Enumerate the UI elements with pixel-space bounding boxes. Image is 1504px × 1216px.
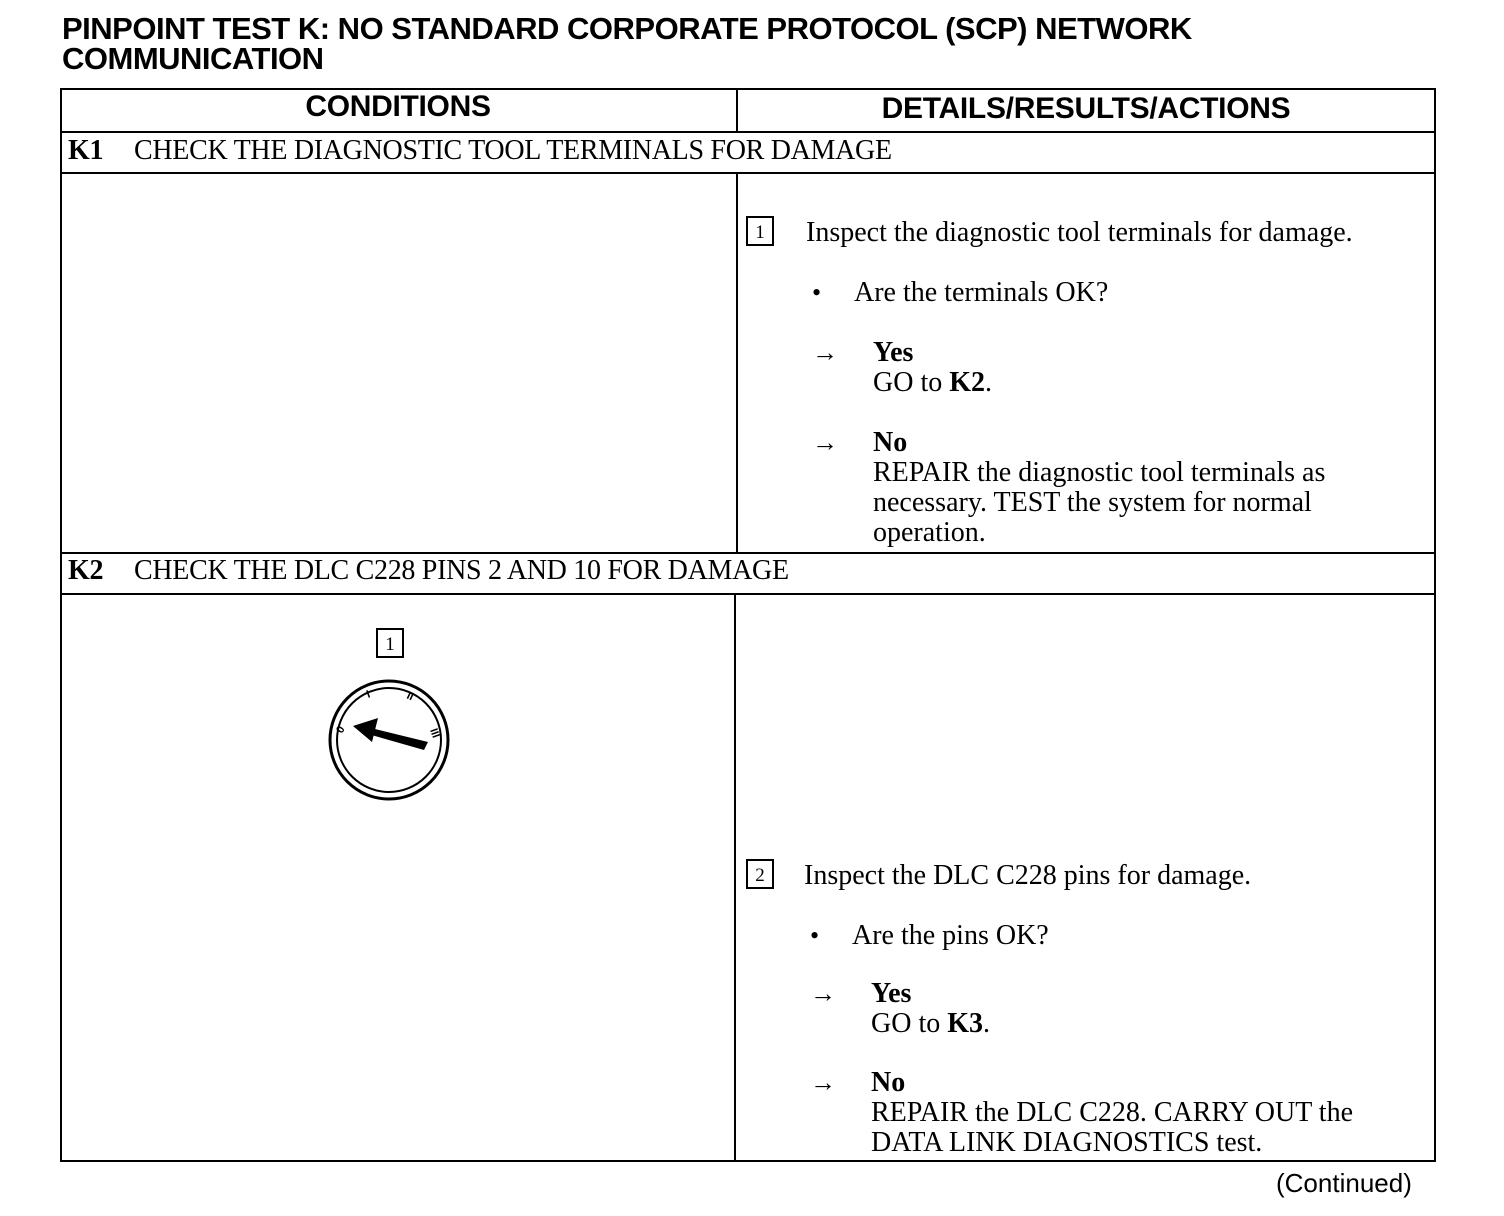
k1-heading-divider — [60, 172, 1436, 174]
k2-no-action: REPAIR the DLC C228. CARRY OUT the DATA LINK DIAGNOSTICS test. — [871, 1097, 1354, 1158]
arrow-right-icon: → — [810, 1068, 836, 1097]
k1-no-label: No — [873, 427, 908, 458]
pinpoint-test-table — [60, 88, 1436, 1162]
k1-instruction: Inspect the diagnostic tool terminals for damage. — [806, 217, 1353, 248]
step-k2-heading — [68, 556, 789, 586]
conditions-column-header: CONDITIONS — [305, 90, 491, 123]
title-line-2: COMMUNICATION — [62, 41, 324, 76]
switch-label-1: I — [364, 688, 372, 701]
k1-yes-label: Yes — [873, 337, 914, 368]
switch-pointer-shaft — [368, 728, 428, 750]
k1-no-action: REPAIR the diagnostic tool terminals as necessary. TEST the system for normal operation. — [873, 457, 1326, 548]
k1-yes-action-text: GO to — [873, 367, 950, 398]
column-divider-k2 — [734, 593, 736, 1161]
k1-yes-action-target: K2 — [949, 367, 986, 398]
k2-no-label: No — [871, 1067, 906, 1098]
step-number-box-1: 1 — [746, 216, 774, 246]
step-k2-title: CHECK THE DLC C228 PINS 2 AND 10 FOR DAMAGE — [134, 555, 789, 586]
header-divider — [60, 131, 1436, 133]
k2-instruction: Inspect the DLC C228 pins for damage. — [804, 860, 1252, 891]
k1-yes-action — [873, 368, 1413, 398]
condition-number-box-1: 1 — [376, 628, 404, 658]
k1-question: Are the terminals OK? — [854, 277, 1109, 308]
ignition-switch-illustration — [320, 626, 460, 806]
arrow-right-icon: → — [812, 428, 838, 457]
table-bottom-border — [60, 1160, 1436, 1162]
bullet-icon: • — [812, 278, 822, 307]
bullet-icon: • — [810, 921, 820, 950]
page-title — [62, 11, 1362, 76]
k2-heading-divider — [60, 593, 1436, 595]
step-k1-title: CHECK THE DIAGNOSTIC TOOL TERMINALS FOR DAMAGE — [134, 135, 892, 166]
step-k2-id: K2 — [68, 555, 104, 586]
k2-question: Are the pins OK? — [852, 920, 1049, 951]
details-column-header: DETAILS/RESULTS/ACTIONS — [881, 92, 1291, 125]
switch-pointer-head — [353, 718, 378, 742]
k2-yes-action — [871, 1009, 1411, 1039]
k2-row-top-border — [60, 552, 1436, 554]
step-k1-heading — [68, 136, 892, 166]
step-k1-id: K1 — [68, 135, 104, 166]
k2-yes-action-text: GO to — [871, 1008, 948, 1039]
k2-yes-action-end: . — [983, 1008, 991, 1039]
switch-label-3: III — [427, 726, 442, 740]
title-line-1: PINPOINT TEST K: NO STANDARD CORPORATE PROTOCOL (SCP) NETWORK — [62, 11, 1192, 46]
arrow-right-icon: → — [810, 979, 836, 1008]
column-divider-k1 — [736, 172, 738, 553]
switch-label-2: II — [404, 689, 416, 704]
table-left-border — [60, 88, 62, 1162]
k2-yes-action-target: K3 — [947, 1008, 984, 1039]
continued-note: (Continued) — [1276, 1168, 1412, 1198]
k1-yes-action-end: . — [985, 367, 993, 398]
table-right-border — [1434, 88, 1436, 1162]
arrow-right-icon: → — [812, 338, 838, 367]
switch-label-0: 0 — [334, 724, 348, 736]
step-number-box-2: 2 — [746, 859, 774, 889]
k2-yes-label: Yes — [871, 978, 912, 1009]
